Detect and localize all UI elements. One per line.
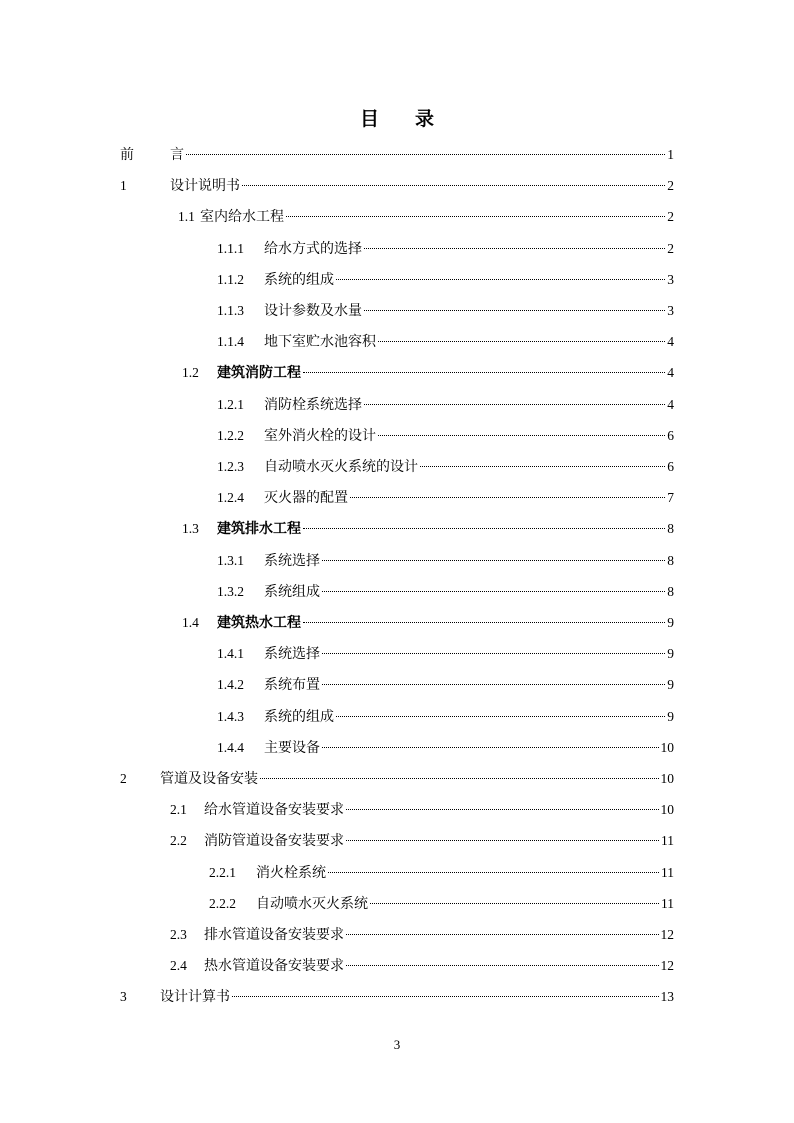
toc-entry[interactable]	[120, 144, 674, 166]
toc-entry-label: 消火栓系统	[256, 864, 326, 881]
leader-dots	[378, 341, 665, 342]
toc-entry-label: 自动喷水灭火系统的设计	[264, 459, 418, 475]
toc-entry-page: 6	[667, 427, 674, 443]
toc-entry-number: 1.2.2	[217, 427, 244, 443]
toc-entry-page: 4	[667, 365, 674, 381]
leader-dots	[328, 872, 659, 873]
leader-dots	[370, 903, 659, 904]
toc-entry-page: 12	[660, 958, 674, 974]
toc-entry-page: 4	[667, 396, 674, 412]
toc-entry-number: 1.4.2	[217, 677, 244, 693]
toc-entry-number: 1.3.2	[217, 583, 244, 599]
toc-entry-number: 前	[120, 147, 134, 163]
toc-entry-page: 13	[660, 989, 674, 1005]
leader-dots	[303, 528, 665, 529]
toc-entry[interactable]	[217, 238, 674, 260]
toc-entry-label: 热水管道设备安装要求	[204, 958, 344, 975]
toc-entry-label: 灭火器的配置	[264, 490, 348, 507]
toc-entry-label: 自动喷水灭火系统	[256, 895, 368, 912]
leader-dots	[242, 185, 665, 186]
leader-dots	[303, 372, 665, 373]
toc-entry[interactable]	[217, 425, 674, 447]
toc-entry-page: 8	[667, 552, 674, 568]
toc-entry-label: 管道及设备安装	[160, 771, 258, 787]
leader-dots	[303, 622, 665, 623]
toc-title-part2: 录	[415, 108, 435, 130]
toc-entry[interactable]	[170, 955, 674, 977]
toc-entry-page: 10	[660, 802, 674, 818]
toc-entry-number: 2.2.2	[209, 895, 236, 911]
toc-entry-number: 2.1	[170, 802, 187, 818]
toc-entry-page: 9	[667, 646, 674, 662]
toc-entry-label: 系统组成	[264, 583, 320, 600]
toc-entry-number: 1.1.4	[217, 334, 244, 350]
toc-entry-label: 建筑排水工程	[217, 521, 301, 538]
toc-entry-page: 9	[667, 708, 674, 724]
toc-entry[interactable]	[120, 986, 674, 1008]
toc-entry[interactable]	[217, 550, 674, 572]
toc-entry-page: 2	[667, 178, 674, 194]
toc-entry-number: 1.4.3	[217, 708, 244, 724]
toc-entry-page: 8	[667, 521, 674, 537]
toc-entry-page: 8	[667, 583, 674, 599]
leader-dots	[346, 934, 659, 935]
toc-entry-number: 1.2.1	[217, 396, 244, 412]
toc-entry-number: 1.4.4	[217, 739, 244, 755]
toc-entry-label: 地下室贮水池容积	[264, 334, 376, 351]
toc-entry[interactable]	[217, 706, 674, 728]
toc-entry-label: 设计参数及水量	[264, 303, 362, 319]
toc-entry[interactable]	[120, 768, 674, 790]
page-number: 3	[393, 1037, 401, 1052]
toc-entry-page: 1	[667, 147, 674, 162]
leader-dots	[322, 684, 665, 685]
leader-dots	[322, 653, 665, 654]
toc-entry-number: 1.3.1	[217, 552, 244, 568]
leader-dots	[364, 404, 665, 405]
toc-entry[interactable]	[217, 581, 674, 603]
toc-entry[interactable]	[120, 175, 674, 197]
toc-entry-page: 7	[667, 490, 674, 506]
toc-entry-page: 6	[667, 459, 674, 474]
toc-entry[interactable]	[217, 269, 674, 291]
toc-entry-page: 4	[667, 334, 674, 350]
leader-dots	[364, 310, 665, 311]
toc-entry[interactable]	[170, 924, 674, 946]
toc-entry-page: 11	[661, 895, 674, 911]
toc-entry-number: 2.2.1	[209, 864, 236, 880]
toc-entry-page: 9	[667, 615, 674, 630]
toc-entry-number: 1.3	[182, 521, 199, 537]
toc-entry-page: 9	[667, 677, 674, 693]
toc-entry-label: 室内给水工程	[200, 209, 284, 226]
leader-dots	[322, 560, 665, 561]
toc-entry[interactable]	[209, 893, 674, 915]
leader-dots	[378, 435, 665, 436]
toc-entry-number: 1.4	[182, 615, 199, 630]
toc-entry-label: 消防栓系统选择	[264, 396, 362, 413]
toc-entry-number: 3	[120, 989, 127, 1005]
toc-entry-label: 系统的组成	[264, 271, 334, 288]
toc-entry-label: 排水管道设备安装要求	[204, 927, 344, 943]
toc-entry-number: 2.3	[170, 927, 187, 942]
toc-entry-page: 11	[661, 833, 674, 849]
toc-title-part1: 目	[359, 108, 379, 130]
leader-dots	[286, 216, 665, 217]
toc-entry-number: 1.1.2	[217, 271, 244, 287]
toc-entry-page: 2	[667, 209, 674, 225]
toc-entry-number: 1.1.3	[217, 303, 244, 318]
toc-entry-number: 1.2.4	[217, 490, 244, 506]
toc-entry-label: 系统的组成	[264, 708, 334, 725]
toc-entry-number: 1.2	[182, 365, 199, 381]
toc-entry-label: 设计说明书	[170, 178, 240, 195]
toc-entry[interactable]	[217, 643, 674, 665]
toc-entry-number: 2.4	[170, 958, 187, 974]
toc-entry-number: 1.2.3	[217, 459, 244, 474]
toc-entry[interactable]	[182, 612, 674, 634]
toc-entry-label: 系统布置	[264, 677, 320, 694]
leader-dots	[260, 778, 659, 779]
toc-entry-label: 言	[170, 147, 184, 163]
toc-entry-number: 1.1	[178, 209, 195, 225]
toc-entry-label: 建筑热水工程	[217, 615, 301, 631]
toc-entry-number: 2.2	[170, 833, 187, 849]
toc-entry-page: 11	[661, 864, 674, 880]
leader-dots	[346, 965, 659, 966]
toc-entry[interactable]	[217, 300, 674, 322]
toc-entry[interactable]	[170, 830, 674, 852]
toc-entry[interactable]	[182, 518, 674, 540]
leader-dots	[322, 591, 665, 592]
toc-entry-page: 3	[667, 303, 674, 318]
leader-dots	[232, 996, 659, 997]
toc-entry[interactable]	[217, 674, 674, 696]
toc-entry-number: 2	[120, 771, 127, 786]
leader-dots	[364, 248, 665, 249]
toc-entry-label: 系统选择	[264, 646, 320, 663]
leader-dots	[350, 497, 665, 498]
leader-dots	[186, 154, 665, 155]
toc-entry-label: 建筑消防工程	[217, 365, 301, 382]
toc-entry[interactable]	[217, 456, 674, 478]
toc-entry[interactable]	[217, 487, 674, 509]
leader-dots	[346, 840, 659, 841]
toc-entry-number: 1.4.1	[217, 646, 244, 662]
toc-entry-page: 2	[667, 240, 674, 256]
toc-entry-label: 消防管道设备安装要求	[204, 833, 344, 850]
toc-entry[interactable]	[170, 799, 674, 821]
toc-entry[interactable]	[209, 862, 674, 884]
toc-entry-label: 主要设备	[264, 739, 320, 756]
leader-dots	[336, 716, 665, 717]
leader-dots	[420, 466, 665, 467]
toc-entry-label: 系统选择	[264, 552, 320, 569]
leader-dots	[336, 279, 665, 280]
toc-entry-label: 给水管道设备安装要求	[204, 802, 344, 819]
toc-entry-number: 1.1.1	[217, 240, 244, 256]
toc-entry[interactable]	[217, 737, 674, 759]
leader-dots	[346, 809, 659, 810]
toc-entry[interactable]	[217, 331, 674, 353]
toc-entry-number: 1	[120, 178, 127, 194]
toc-entry[interactable]	[178, 206, 674, 228]
toc-entry-page: 10	[660, 739, 674, 755]
toc-entry[interactable]	[182, 362, 674, 384]
toc-entry[interactable]	[217, 394, 674, 416]
leader-dots	[322, 747, 659, 748]
toc-entry-page: 12	[660, 927, 674, 942]
toc-entry-label: 设计计算书	[160, 989, 230, 1006]
toc-entry-page: 3	[667, 271, 674, 287]
toc-entry-label: 室外消火栓的设计	[264, 427, 376, 444]
toc-entry-page: 10	[660, 771, 674, 786]
toc-entry-label: 给水方式的选择	[264, 240, 362, 257]
